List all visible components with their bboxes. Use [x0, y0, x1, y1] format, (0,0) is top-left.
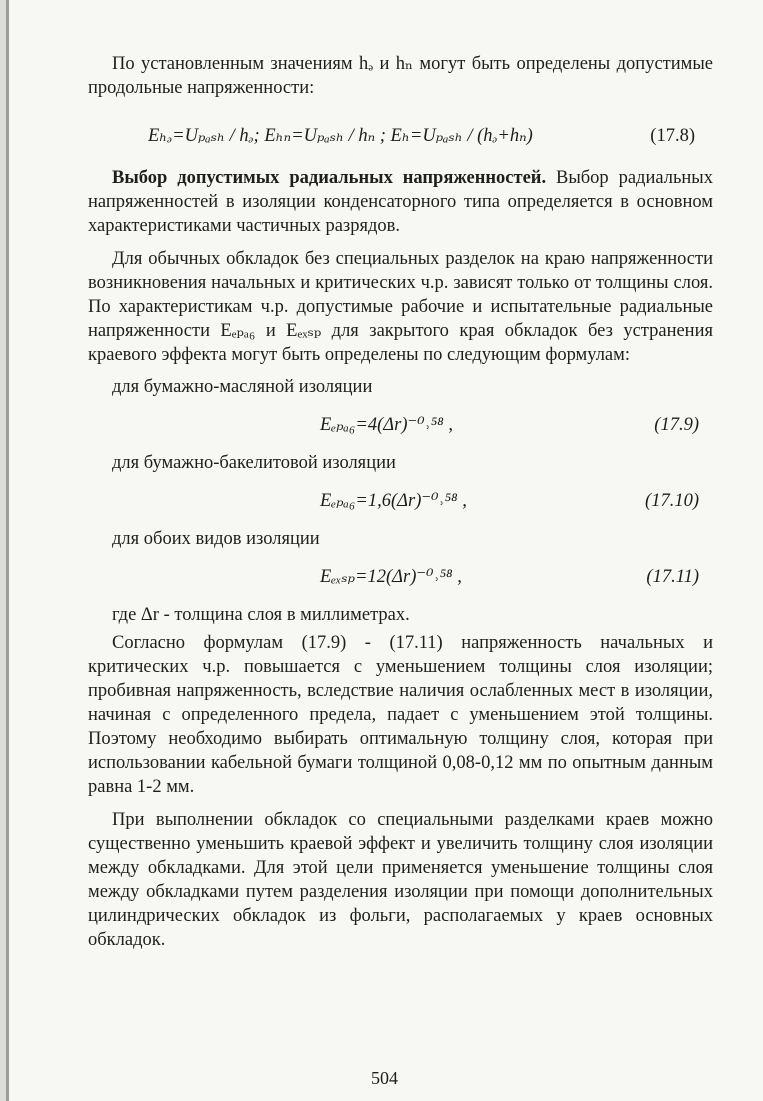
formula-17-11 [88, 565, 713, 589]
paragraph-4: Согласно формулам (17.9) - (17.11) напряженность начальных и критических ч.р. повышается с уменьшением толщины слоя изоляции; пробивная напряженность, вследствие наличия ослабленных мест в изоляции, начиная с определенного предела, падает с уменьшением этой толщины. Поэтому необходимо выбирать оптимальную толщину слоя, которая при использовании кабельной бумаги толщиной 0,08-0,12 мм по опытным данным равна 1-2 мм. [88, 633, 713, 797]
formula-17-8 [148, 124, 713, 148]
paragraph-3: Для обычных обкладок без специальных разделок на краю напряженности возникновения начальных и критических ч.р. зависят только от толщины слоя. По характеристикам ч.р. допустимые рабочие и испытательные радиальные напряженности Eₑₚₐ₆ и Eₑₓₛₚ для закрытого края обкладок без устранения краевого эффекта могут быть определены по следующим формулам: [88, 249, 713, 365]
where-clause: где Δr - толщина слоя в миллиметрах. [112, 605, 410, 625]
document-page [6, 0, 763, 1101]
paragraph-1: По установленным значениям hₔ и hₙ могут быть определены допустимые продольные напряженности: [88, 54, 713, 98]
page-left-edge [6, 0, 9, 1101]
formula-17-9 [88, 413, 713, 437]
paragraph-5: При выполнении обкладок со специальными разделками краев можно существенно уменьшить краевой эффект и увеличить толщину слоя изоляции между обкладками. Для этой цели применяется уменьшение толщины слоя между обкладками путем разделения изоляции при помощи дополнительных цилиндрических обкладок из фольги, располагаемых у краев основных обкладок. [88, 810, 713, 950]
formula-17-10 [88, 489, 713, 513]
page-number: 504 [371, 1068, 398, 1088]
formula-17-10-number: (17.10) [645, 491, 699, 511]
formula-17-8-number: (17.8) [650, 126, 695, 146]
formula-17-11-expression: Eₑₓₛₚ=12(Δr)⁻⁰˒⁵⁸ , [320, 567, 462, 587]
formula-17-9-number: (17.9) [654, 415, 699, 435]
paragraph-2-text: Выбор радиальных напряженностей в изоляции конденсаторного типа определяется в основном характеристиками частичных разрядов. [88, 168, 713, 236]
formula-17-10-expression: Eₑₚₐ₆=1,6(Δr)⁻⁰˒⁵⁸ , [320, 491, 467, 511]
formula-17-8-expression: Eₕₔ=Uₚₐₛₕ / hₔ; Eₕₙ=Uₚₐₛₕ / hₙ ; Eₕ=Uₚₐₛₕ / (hₔ+hₙ) [148, 126, 533, 146]
formula-intro-1: для бумажно-масляной изоляции [112, 377, 373, 397]
formula-17-11-number: (17.11) [646, 567, 699, 587]
formula-intro-3: для обоих видов изоляции [112, 529, 320, 549]
section-heading: Выбор допустимых радиальных напряженностей. [112, 168, 547, 188]
formula-17-9-expression: Eₑₚₐ₆=4(Δr)⁻⁰˒⁵⁸ , [320, 415, 453, 435]
formula-intro-2: для бумажно-бакелитовой изоляции [112, 453, 396, 473]
paragraph-2 [88, 166, 713, 238]
